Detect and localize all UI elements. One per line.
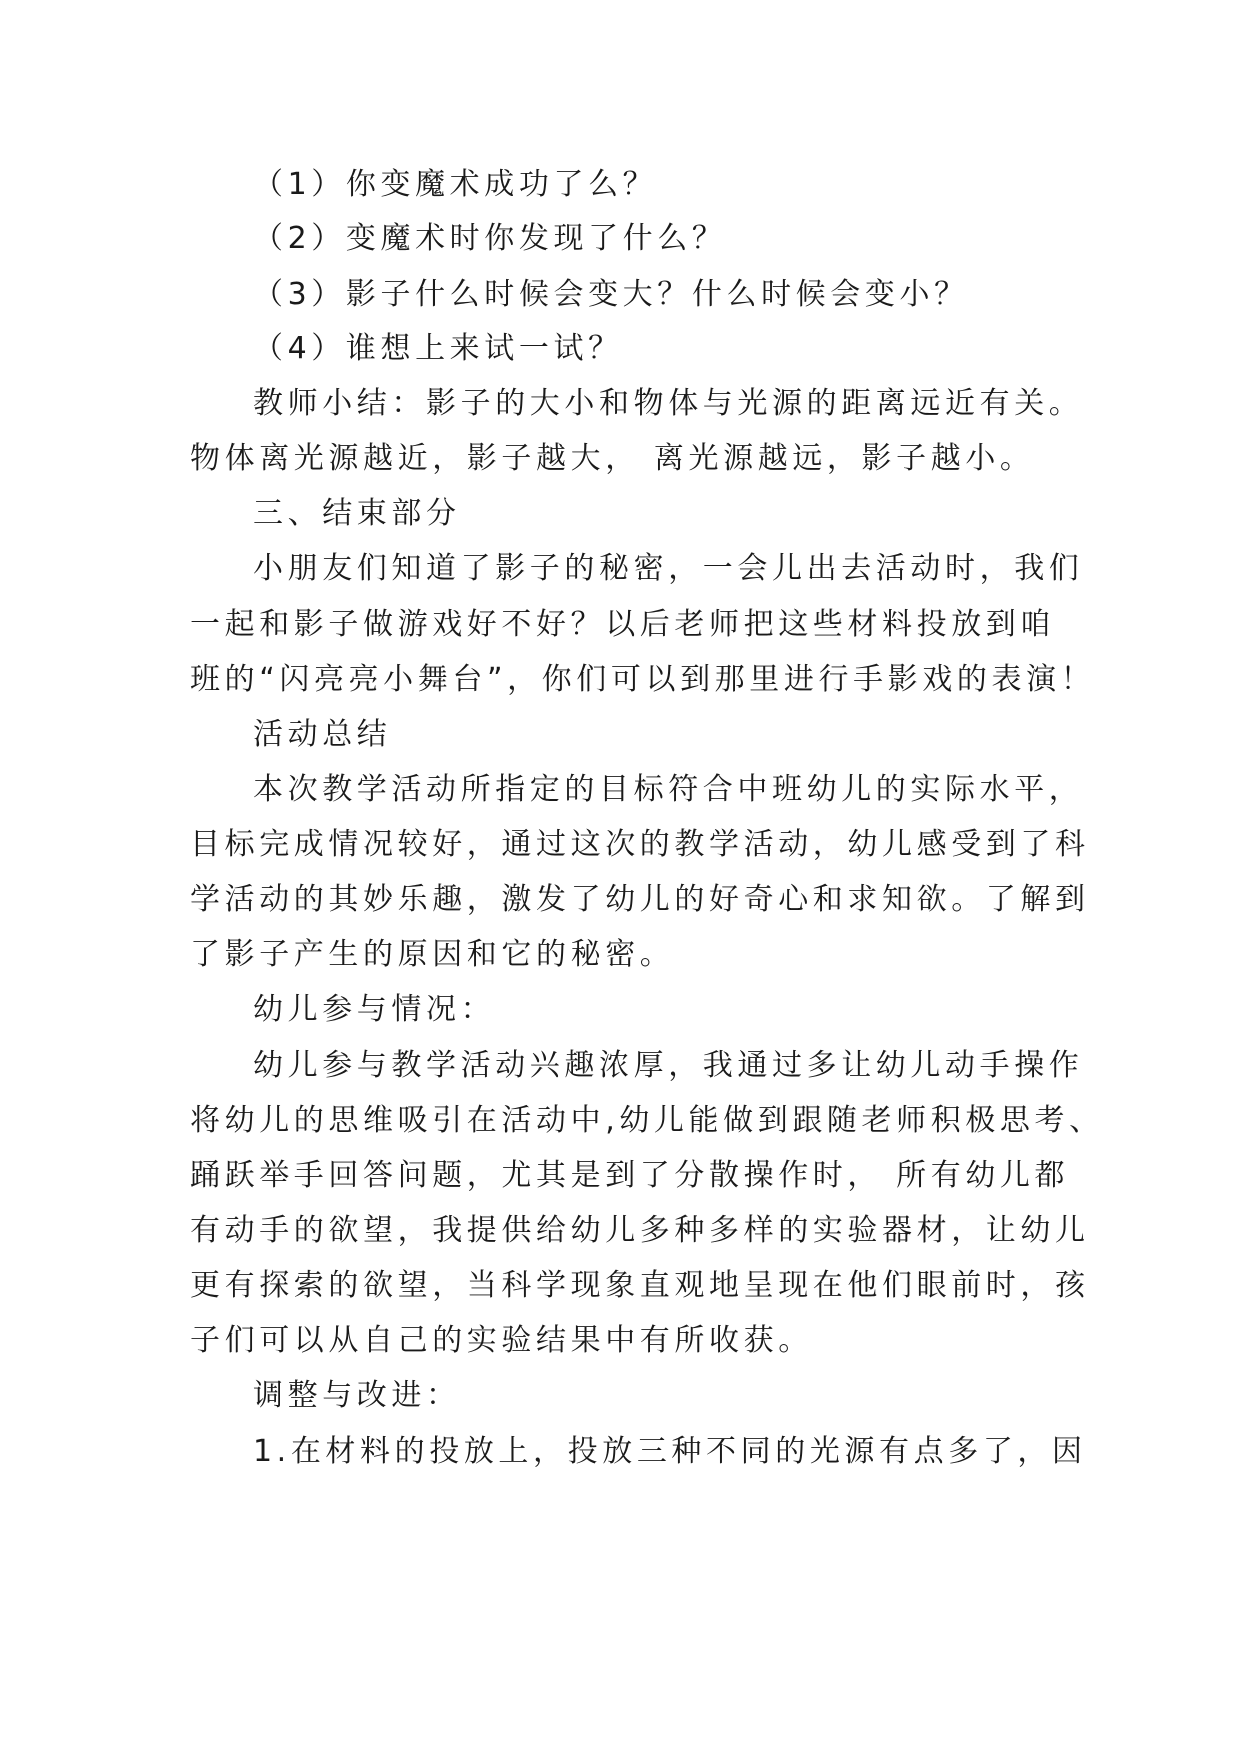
section-heading-activity-summary: 活动总结 — [253, 717, 392, 752]
summary-paragraph-line-4: 了影子产生的原因和它的秘密。 — [190, 937, 675, 972]
question-1: （1）你变魔术成功了么？ — [253, 167, 658, 202]
ending-paragraph-line-2: 一起和影子做游戏好不好？以后老师把这些材料投放到咱 — [190, 607, 1055, 642]
teacher-summary-line-1: 教师小结：影子的大小和物体与光源的距离远近有关。 — [253, 386, 1084, 421]
participation-paragraph-line-6: 子们可以从自己的实验结果中有所收获。 — [190, 1323, 813, 1358]
section-heading-adjustment: 调整与改进： — [253, 1378, 461, 1413]
ending-paragraph-line-3: 班的“闪亮亮小舞台”，你们可以到那里进行手影戏的表演！ — [190, 662, 1096, 697]
participation-paragraph-line-1: 幼儿参与教学活动兴趣浓厚，我通过多让幼儿动手操作 — [253, 1048, 1084, 1083]
summary-paragraph-line-2: 目标完成情况较好，通过这次的教学活动，幼儿感受到了科 — [190, 827, 1090, 862]
participation-paragraph-line-2: 将幼儿的思维吸引在活动中,幼儿能做到跟随老师积极思考、 — [190, 1103, 1104, 1138]
section-heading-participation: 幼儿参与情况： — [253, 992, 496, 1027]
summary-paragraph-line-3: 学活动的其妙乐趣，激发了幼儿的好奇心和求知欲。了解到 — [190, 882, 1090, 917]
teacher-summary-line-2: 物体离光源越近，影子越大， 离光源越远，影子越小。 — [190, 441, 1035, 476]
ending-paragraph-line-1: 小朋友们知道了影子的秘密，一会儿出去活动时，我们 — [253, 551, 1084, 586]
participation-paragraph-line-3: 踊跃举手回答问题，尤其是到了分散操作时， 所有幼儿都 — [190, 1158, 1070, 1193]
section-heading-ending: 三、结束部分 — [253, 496, 461, 531]
adjustment-item-1: 1.在材料的投放上，投放三种不同的光源有点多了，因 — [253, 1434, 1087, 1469]
question-2: （2）变魔术时你发现了什么？ — [253, 221, 727, 256]
question-4: （4）谁想上来试一试？ — [253, 331, 623, 366]
participation-paragraph-line-5: 更有探索的欲望，当科学现象直观地呈现在他们眼前时，孩 — [190, 1268, 1090, 1303]
summary-paragraph-line-1: 本次教学活动所指定的目标符合中班幼儿的实际水平， — [253, 772, 1084, 807]
question-3: （3）影子什么时候会变大？什么时候会变小？ — [253, 277, 969, 312]
participation-paragraph-line-4: 有动手的欲望，我提供给幼儿多种多样的实验器材，让幼儿 — [190, 1213, 1090, 1248]
